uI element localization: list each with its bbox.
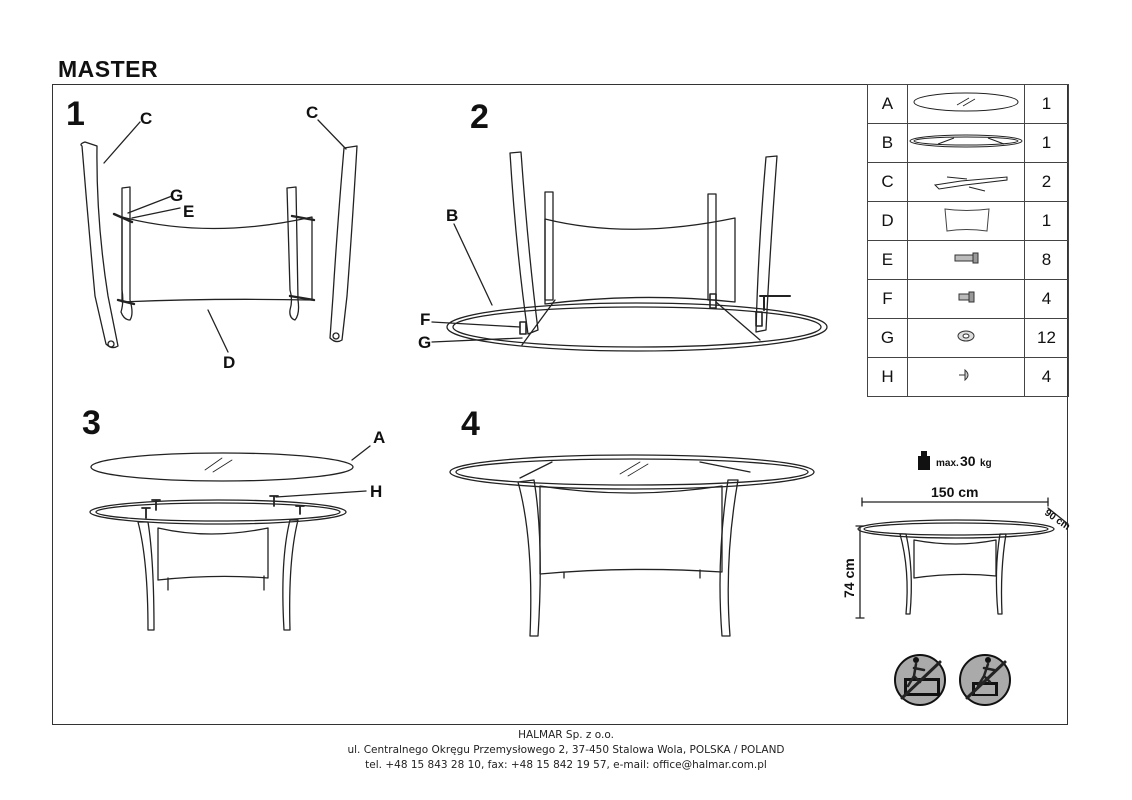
- short-bolt-icon: [907, 280, 1024, 319]
- curved-leg-icon: [907, 163, 1024, 202]
- depth-dimension: 90 cm: [1042, 507, 1072, 533]
- part-qty: 1: [1024, 124, 1068, 163]
- parts-list-table: [867, 84, 1069, 397]
- part-letter: B: [868, 124, 908, 163]
- step2-label-b: B: [446, 206, 459, 225]
- step1-label-d: D: [223, 353, 236, 372]
- part-qty: 4: [1024, 358, 1068, 397]
- company-footer: [0, 728, 1132, 773]
- svg-text:30: 30: [960, 453, 976, 469]
- length-dimension: 150 cm: [931, 484, 979, 500]
- parts-row: [868, 319, 1069, 358]
- step3-label-a: A: [373, 428, 386, 447]
- part-qty: 1: [1024, 85, 1068, 124]
- step-4-number: 4: [461, 405, 480, 443]
- glass-top-a: [91, 453, 353, 481]
- panel-d: [122, 217, 312, 302]
- step2-label-g: G: [418, 333, 432, 352]
- oval-glass-top-icon: [907, 85, 1024, 124]
- company-address: ul. Centralnego Okręgu Przemysłowego 2, 37-450 Stalowa Wola, POLSKA / POLAND: [347, 744, 785, 756]
- weight-icon: [918, 456, 930, 470]
- step-3-drawing: [82, 404, 385, 630]
- part-letter: F: [868, 280, 908, 319]
- height-dimension: 74 cm: [841, 558, 857, 598]
- leg-c-left: [81, 142, 118, 348]
- suction-pad-icon: [907, 358, 1024, 397]
- oval-frame-ring-icon: [907, 124, 1024, 163]
- part-letter: E: [868, 241, 908, 280]
- washer-icon: [907, 319, 1024, 358]
- curved-panel-icon: [907, 202, 1024, 241]
- parts-row: [868, 241, 1069, 280]
- parts-row: [868, 124, 1069, 163]
- assembled-table-top: [450, 455, 814, 489]
- part-letter: G: [868, 319, 908, 358]
- step1-label-c-right: C: [306, 103, 319, 122]
- parts-row: [868, 163, 1069, 202]
- part-letter: D: [868, 202, 908, 241]
- part-qty: 4: [1024, 280, 1068, 319]
- step3-label-h: H: [370, 482, 383, 501]
- part-qty: 12: [1024, 319, 1068, 358]
- part-qty: 2: [1024, 163, 1068, 202]
- step-3-number: 3: [82, 404, 101, 442]
- step-1-number: 1: [66, 95, 85, 133]
- part-letter: C: [868, 163, 908, 202]
- step2-label-f: F: [420, 310, 431, 329]
- parts-row: [868, 280, 1069, 319]
- step-4-drawing: [450, 405, 814, 636]
- svg-text:max.: max.: [936, 458, 959, 469]
- step1-label-e: E: [183, 202, 195, 221]
- part-letter: H: [868, 358, 908, 397]
- step-2-number: 2: [470, 98, 489, 136]
- long-bolt-icon: [907, 241, 1024, 280]
- parts-row: [868, 202, 1069, 241]
- no-standing-on-table-icon: [895, 655, 945, 705]
- document-title: MASTER: [58, 56, 159, 82]
- step-2-drawing: [418, 98, 827, 352]
- company-name: HALMAR Sp. z o.o.: [518, 729, 614, 741]
- parts-row: [868, 85, 1069, 124]
- part-qty: 8: [1024, 241, 1068, 280]
- leg-c-right: [330, 146, 357, 342]
- step-1-drawing: [66, 95, 357, 372]
- part-letter: A: [868, 85, 908, 124]
- dimension-drawing: [841, 451, 1072, 618]
- parts-row: [868, 358, 1069, 397]
- step1-label-c-left: C: [140, 109, 153, 128]
- step1-label-g: G: [170, 186, 184, 205]
- frame-ring-b: [447, 303, 827, 351]
- part-qty: 1: [1024, 202, 1068, 241]
- svg-text:kg: kg: [980, 458, 992, 469]
- company-contact: tel. +48 15 843 28 10, fax: +48 15 842 19 57, e-mail: office@halmar.com.pl: [365, 759, 767, 771]
- no-climbing-icon: [960, 655, 1010, 705]
